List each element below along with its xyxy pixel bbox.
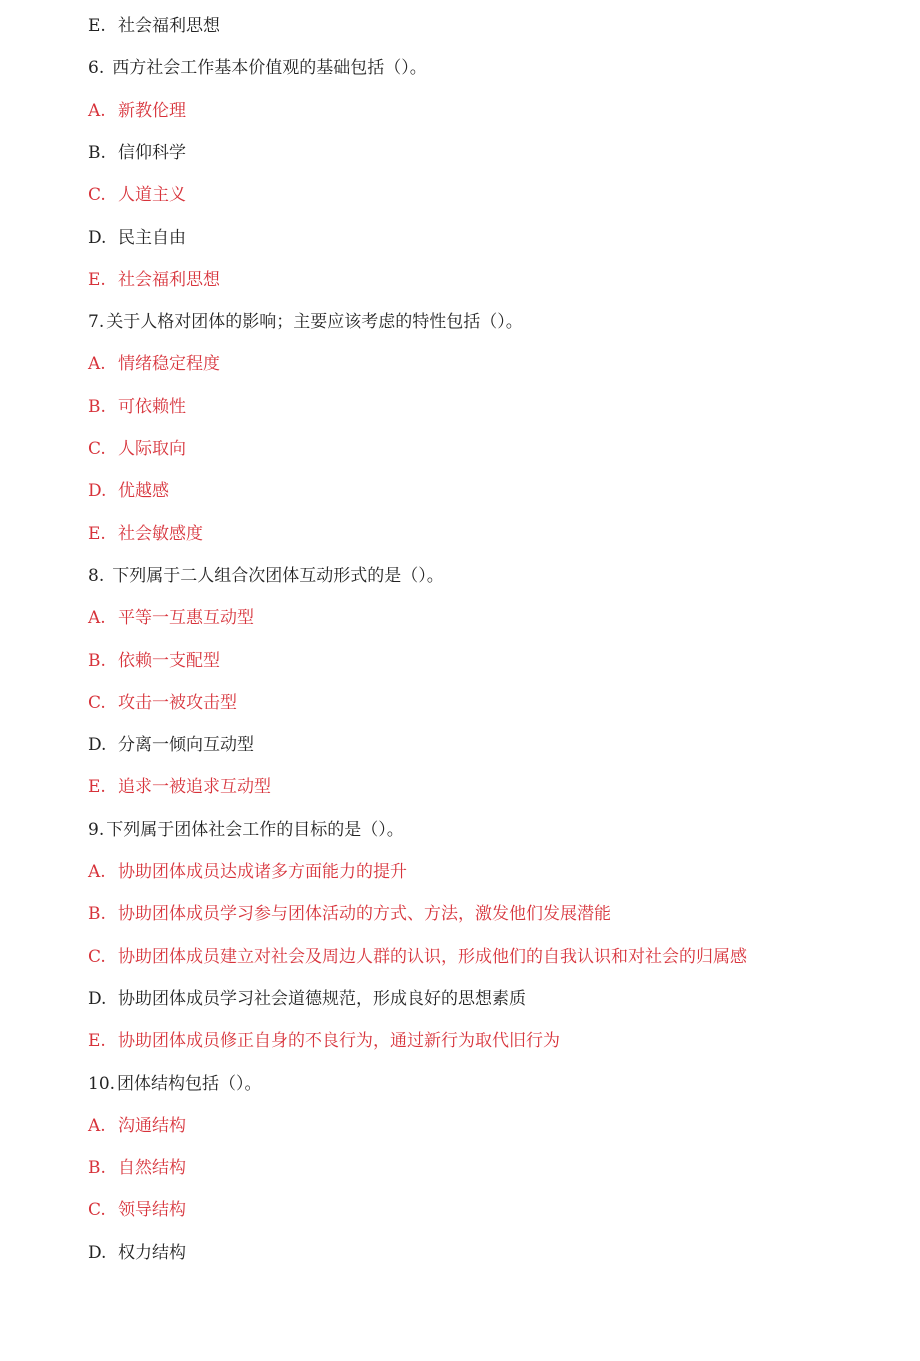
- option-text: 信仰科学: [118, 143, 186, 163]
- question-line: [88, 1072, 262, 1096]
- answer-option: [88, 268, 220, 292]
- option-letter: C.: [88, 185, 106, 205]
- answer-option: [88, 437, 186, 461]
- answer-option: [88, 649, 220, 673]
- option-text: 民主自由: [118, 228, 186, 248]
- option-text: 协助团体成员修正自身的不良行为，通过新行为取代旧行为: [118, 1031, 560, 1051]
- option-text: 平等一互惠互动型: [118, 608, 254, 628]
- option-letter: C.: [88, 439, 106, 459]
- option-text: 协助团体成员达成诸多方面能力的提升: [118, 862, 407, 882]
- option-text: 新教伦理: [118, 101, 186, 121]
- answer-option: [88, 1156, 186, 1180]
- option-text: 情绪稳定程度: [118, 354, 220, 374]
- question-number: 8.: [88, 566, 105, 586]
- answer-option: [88, 691, 237, 715]
- question-text: 下列属于二人组合次团体互动形式的是（）。: [112, 566, 444, 586]
- question-text: 下列属于团体社会工作的目标的是（）。: [106, 820, 404, 840]
- answer-option: [88, 733, 254, 757]
- option-text: 人际取向: [118, 439, 186, 459]
- option-letter: E.: [88, 524, 106, 544]
- option-letter: A.: [88, 354, 106, 374]
- question-text: 关于人格对团体的影响；主要应该考虑的特性包括（）。: [106, 312, 523, 332]
- answer-option: [88, 395, 186, 419]
- question-number: 9.: [88, 820, 105, 840]
- answer-option: [88, 141, 186, 165]
- answer-option: [88, 183, 186, 207]
- option-letter: E.: [88, 777, 106, 797]
- option-letter: C.: [88, 693, 106, 713]
- option-text: 优越感: [118, 481, 169, 501]
- question-line: [88, 310, 523, 334]
- question-line: [88, 56, 427, 80]
- option-text: 自然结构: [118, 1158, 186, 1178]
- answer-option: [88, 945, 747, 969]
- option-text: 社会福利思想: [118, 270, 220, 290]
- option-text: 依赖一支配型: [118, 651, 220, 671]
- option-letter: C.: [88, 1200, 106, 1220]
- answer-option: [88, 987, 526, 1011]
- question-number: 7.: [88, 312, 105, 332]
- option-letter: A.: [88, 1116, 106, 1136]
- option-letter: D.: [88, 481, 107, 501]
- answer-option: [88, 352, 220, 376]
- question-number: 10.: [88, 1074, 116, 1094]
- answer-option: [88, 226, 186, 250]
- option-text: 协助团体成员建立对社会及周边人群的认识，形成他们的自我认识和对社会的归属感: [118, 947, 747, 967]
- question-line: [88, 564, 444, 588]
- option-text: 社会敏感度: [118, 524, 203, 544]
- answer-option: [88, 1114, 186, 1138]
- answer-option: [88, 1029, 560, 1053]
- option-text: 沟通结构: [118, 1116, 186, 1136]
- option-letter: A.: [88, 862, 106, 882]
- answer-option: [88, 1241, 186, 1265]
- option-letter: B.: [88, 397, 106, 417]
- question-line: [88, 818, 404, 842]
- answer-option: [88, 606, 254, 630]
- option-letter: D.: [88, 228, 107, 248]
- option-text: 追求一被追求互动型: [118, 777, 271, 797]
- option-letter: D.: [88, 735, 107, 755]
- answer-option: [88, 775, 271, 799]
- answer-option: [88, 479, 169, 503]
- option-text: 攻击一被攻击型: [118, 693, 237, 713]
- option-text: 人道主义: [118, 185, 186, 205]
- option-text: 分离一倾向互动型: [118, 735, 254, 755]
- option-letter: E.: [88, 270, 106, 290]
- question-number: 6.: [88, 58, 105, 78]
- option-letter: B.: [88, 651, 106, 671]
- question-text: 西方社会工作基本价值观的基础包括（）。: [112, 58, 427, 78]
- question-text: 团体结构包括（）。: [117, 1074, 262, 1094]
- option-letter: E.: [88, 16, 106, 36]
- option-text: 社会福利思想: [118, 16, 220, 36]
- answer-option: [88, 522, 203, 546]
- option-letter: B.: [88, 143, 106, 163]
- answer-option: [88, 1198, 186, 1222]
- option-text: 领导结构: [118, 1200, 186, 1220]
- option-text: 协助团体成员学习参与团体活动的方式、方法，激发他们发展潜能: [118, 904, 611, 924]
- answer-option: [88, 99, 186, 123]
- answer-option: [88, 14, 220, 38]
- option-text: 协助团体成员学习社会道德规范，形成良好的思想素质: [118, 989, 526, 1009]
- option-text: 权力结构: [118, 1243, 186, 1263]
- option-text: 可依赖性: [118, 397, 186, 417]
- option-letter: A.: [88, 101, 106, 121]
- option-letter: A.: [88, 608, 106, 628]
- option-letter: E.: [88, 1031, 106, 1051]
- option-letter: D.: [88, 989, 107, 1009]
- option-letter: C.: [88, 947, 106, 967]
- option-letter: D.: [88, 1243, 107, 1263]
- option-letter: B.: [88, 1158, 106, 1178]
- option-letter: B.: [88, 904, 106, 924]
- answer-option: [88, 902, 611, 926]
- answer-option: [88, 860, 407, 884]
